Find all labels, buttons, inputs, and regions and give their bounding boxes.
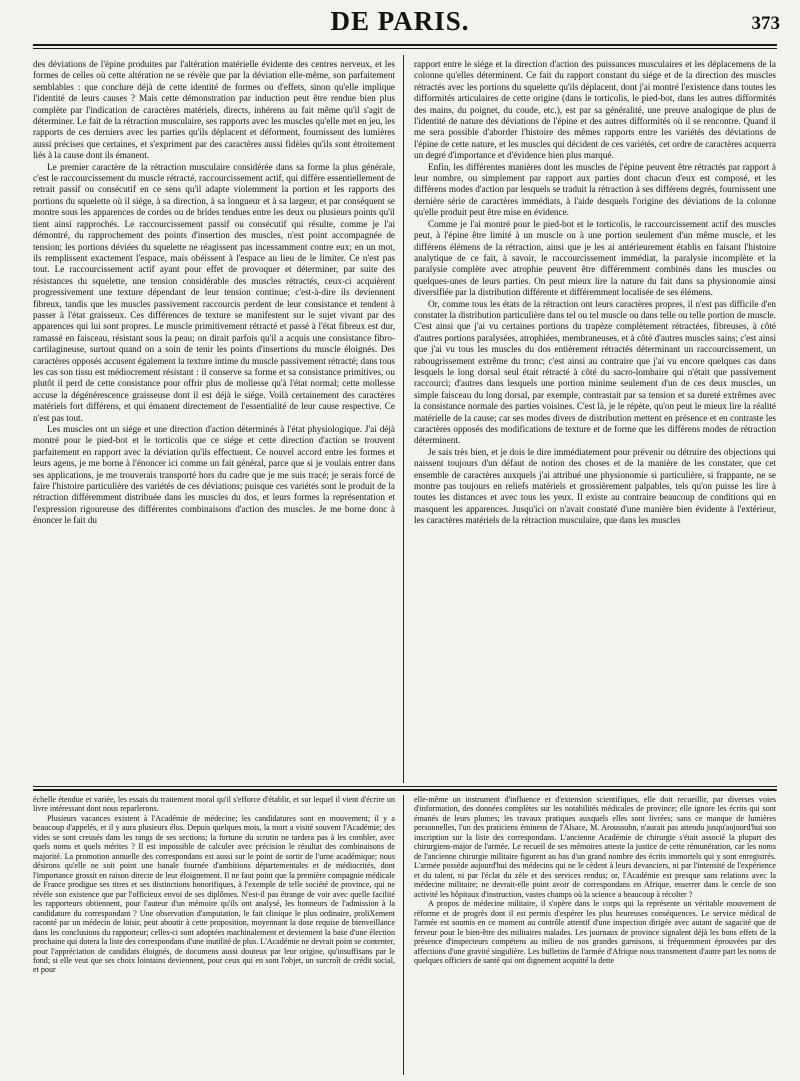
header-rule-thin [33, 48, 777, 49]
paragraph: Les muscles ont un siége et une direction d'action déterminés à l'état physiologique. J'ai déjà montré pour le pied-bot et le torticolis que ce siége et cette direction d'action se trouvent parfaitement en rapport avec la déviation qu'ils effectuent. Ce nouvel accord entre les formes et leurs agens, je me borne à l'énoncer ici comme un fait général, parce que si je voulais entrer dans ses applications, je me trouverais transporté hors du cadre que je me suis tracé; je serais forcé de faire l'histoire particulière des variétés de ces déviations; puisque ces variétés sont le produit de la rétraction différemment distribuée dans les muscles du dos, et leurs formes la représentation et l'expression rigoureuse des différentes combinaisons d'action des muscles. Je me borne donc à énoncer le fait du [33, 424, 395, 526]
paragraph: Le premier caractère de la rétraction musculaire considérée dans sa forme la plus générale, c'est le raccourcissement du muscle rétracté, raccourcissement actif, qui diffère essentiellement de retrait passif ou consécutif en ce sens qu'il adapte violemment la portion et les rapports des portions du squelette où il siége, à sa direction, à sa longueur et à sa largeur, et par conséquent se montre sous les apparences de cordes ou de brides tendues entre les deux ou plusieurs points qu'il tient ainsi rapprochés. Le raccourcissement passif ou consécutif qui résulte, comme je l'ai démontré, du rapprochement des points d'insertion des muscles, n'est point accompagnée de tension; les portions déviées du squelette ne réagissent pas incessamment contre eux; en un mot, ils remplissent exactement l'espace, mais obéissent à l'espace au lieu de le limiter. Ce n'est pas tout. Le raccourcissement actif ayant pour effet de provoquer et déterminer, par suite des résistances du squelette, une tension considérable des muscles rétractés, ceux-ci acquièrent progressivement une texture dépendant de leur tension continue; c'est-à-dire ils deviennent fibreux, tandis que les muscles passivement raccourcis perdent de leur consistance et tendent à passer à l'état graisseux. Ces différences de texture se manifestent sur le sujet vivant par des apparences qui lui sont propres. Le muscle primitivement rétracté et passé à l'état fibreux est dur, ramassé en faisceau, résistant sous la peau; on dirait parfois qu'il a acquis une consistance fibro-cartilagineuse, surtout quand on a soin de tenir les points d'insertions du muscle éloignés. Des caractères opposés accusent également la texture intime du muscle passivement rétracté; dans tous les cas son tissu est médiocrement résistant : il conserve sa forme et sa consistance primitives, ou plutôt il perd de cette consistance pour offrir plus de mollesse qu'à l'état normal; cette mollesse accuse la dégénérescence graisseuse dont il est déjà le siége. Voilà certainement des caractères matériels fort différens, et qui émanent directement de l'essentialité de leur cause respective. Ce n'est pas tout. [33, 161, 395, 423]
paragraph: A propos de médecine militaire, il s'opère dans le corps qui la représente un véritable mouvement de réforme et de progrès dont il est permis d'espérer les plus heureuses conséquences. Le service médical de l'armée est soumis en ce moment au contrôle attentif d'une inspection dirigée avec autant de sagacité que de ferveur pour le bien-être des militaires malades. Les journaux de province signalent déjà les bons effets de la présence d'inspecteurs compétens au milieu de nos grandes garnisons, si fréquemment éprouvées par des affections d'une gravité singulière. Les bulletins de l'armée d'Afrique nous transmettent d'autre part les noms de quelques officiers de santé qui ont dignement acquitté la dette [414, 899, 776, 965]
paragraph: rapport entre le siége et la direction d'action des puissances musculaires et les déplacemens de la colonne qu'elles déterminent. Ce fait du rapport constant du siége et de la direction des muscles rétractés avec les portions du squelette qu'ils déplacent, dont j'ai montré l'existence dans toutes les difformités articulaires de cette origine (dans le torticolis, le pied-bot, dans les autres difformités des mains, du poignet, du coude, etc.), est par sa généralité, une preuve analogique de plus de l'identité de nature des déviations de l'épine et des autres difformités où il se rencontre. Quand il me sera possible d'aborder l'histoire des mêmes rapports entre les variétés des déviations de l'épine de cette nature, et les muscles qui décident de ces variétés, cet ordre de caractères acquerra un degré d'importance et d'évidence bien plus marqué. [414, 59, 776, 161]
paragraph: Enfin, les différentes manières dont les muscles de l'épine peuvent être rétractés par rapport à leur nombre, ou simplement par rapport aux parties dont chacun d'eux est composé, et les différens modes d'action par lesquels se traduit la rétraction à ses différens degrés, fournissent une dernière série de caractères immédiats, à l'aide desquels l'origine des déviations de la colonne qu'elle produit peut être mise en évidence. [414, 161, 776, 218]
running-title: DE PARIS. [330, 6, 470, 36]
paragraph: Comme je l'ai montré pour le pied-bot et le torticolis, le raccourcissement actif des muscles peut, à l'épine être limité à un muscle ou à une portion seulement d'un même muscle, et les différens élémens de la rétraction, ainsi que je les ai antérieurement établis en faisant l'histoire analytique de ce fait, à savoir, le raccourcissement immédiat, la paralysie incomplète et la paralysie complète avec atrophie peuvent être différemment combinés dans les muscles ou quelques-unes de leurs parties. On peut mieux lire la nature du fait dans sa physionomie ainsi diversifiée par la distribution différente et différemment localisée de ses élémens. [414, 218, 776, 298]
paragraph: Je sais très bien, et je dois le dire immédiatement pour prévenir ou détruire des objections qui naissent toujours d'un défaut de notion des choses et de la manière de les constater, que cet ensemble de caractères auxquels j'ai attribué une physionomie si particulière, si frappante, ne se montre pas toujours en reliefs matériels et grossièrement palpables, tels qu'on puisse les lire à toutes les distances et avec tous les yeux. Il existe au contraire beaucoup de conditions qui en masquent les apparences. Jusqu'ici on n'avait constaté d'une manière bien évidente à l'extérieur, les caractères matériels de la rétraction musculaire, que dans les muscles [414, 446, 776, 526]
paragraph: des déviations de l'épine produites par l'altération matérielle évidente des centres nerveux, et les formes de celles où cette altération ne se révèle que par la déviation elle-même, son parfaitement semblables : que conclure déjà de cette identité de formes ou d'effets, sinon qu'elle implique l'identité de leurs causes ? Mais cette démonstration par induction peut être rendue bien plus complète par l'indication de caractères matériels, directs, inhérens au fait même qu'il s'agit de déterminer. Le fait de la rétraction musculaire, ses rapports avec les muscles qu'elle met en jeu, les rapports de ces derniers avec les parties qu'ils déplacent et déforment, fournissent des lumières aussi précises que certaines, et s'expriment par des caractères aussi fidèles qu'ils sont étroitement liés à la cause dont ils émanent. [33, 59, 395, 161]
paragraph: Or, comme tous les états de la rétraction ont leurs caractères propres, il n'est pas difficile d'en constater la distribution particulière dans tel ou tel muscle ou dans telle ou telle portion de muscle. C'est ainsi que j'ai vu certaines portions du trapèze complètement rétractées, fibreuses, à côté d'autres portions paralysées, atrophiées, membraneuses, et à côté d'autres muscles sains; c'est ainsi que j'ai vu tous les muscles du dos entièrement rétractés déterminant un raccourcissement, un rabougrissement extrême du tronc; c'est ainsi au contraire que j'ai vu encore quelques cas dans lesquels le long dorsal seul était rétracté à côté du sacro-lombaire qui n'était que passivement raccourci; d'autres dans lesquels une portion minime seulement d'un de ces deux muscles, un simple faisceau du long dorsal, par exemple, contrastait par sa tension et sa dureté extrêmes avec la consistance normale des parties voisines. C'est là, je le répète, qu'on peut le mieux lire la réalité matérielle de la cause; car ses modes divers de distribution mettent en présence et en contraste les caractères opposés des modifications de texture et de forme que les différens modes de rétraction déterminent. [414, 298, 776, 446]
paragraph: échelle étendue et variée, les essais du traitement moral qu'il s'efforce d'établir, et sur lequel il vient d'écrire un livre intéressant dont nous reparlerons. [33, 795, 395, 814]
column-divider-bottom [403, 795, 404, 1075]
chronicle-column-left [33, 795, 395, 1075]
paragraph: elle-même un instrument d'influence et d'extension scientifiques, elle doit recueillir, par diverses voies d'information, des données complètes sur les notabilités médicales de province; elle ignore les écrits qui sont émanés de leurs plumes; les travaux pratiques auxquels elles sont livrées; sans ce manque de lumières personnelles, l'un des praticiens éminens de l'Alsace, M. Aroussohn, n'aurait pas attendu jusqu'aujourd'hui son inscription sur la liste des correspondans. L'ancienne Académie de chirurgie s'était associé la plupart des chirurgiens-major de l'armée. Le recueil de ses mémoires atteste la justice de cette rémunération, car les noms de l'ancienne chirurgie militaire figurent au bas d'un grand nombre des écrits immortels qui y sont enregistrés. L'armée possède aujourd'hui des médecins qui ne le cèdent à leurs devanciers, ni par l'intensité de l'expérience et du talent, ni par l'éclat du zèle et des services rendus; or, l'Académie est presque sans relations avec la médecine militaire; ne devrait-elle point avoir de correspondans en Afrique, enserrer dans le cercle de son activité les hôpitaux d'instruction, vastes champs où la science a beaucoup à récolter ? [414, 795, 776, 899]
page-header [0, 0, 800, 40]
section-rule-bottom [33, 789, 777, 791]
column-divider-top [403, 55, 404, 783]
article-column-left [33, 59, 395, 781]
header-rule-thick [33, 44, 777, 46]
page-number: 373 [751, 13, 780, 34]
paragraph: Plusieurs vacances existent à l'Académie de médecine; les candidatures sont en mouvement; il y a beaucoup d'appelés, et il y aura plusieurs élus. Depuis quelques mois, la mort a visité souvent l'Académie; des vides se sont creusés dans les rangs de ses sections; la fortune du scrutin ne tardera pas à les combler, avec quels noms et quels mérites ? Il est impossible de calculer avec précision le résultat des combinaisons de majorité. La promotion annuelle des correspondans est aussi sur le point de sortir de l'urne académique; nous désirons qu'elle ne soit point une banale fournée d'ambitions départementales et de médiocrités, dont l'importance grossit en raison directe de leur éloignement. Il ne faut point que la première compagnie médicale de France prodigue ses titres et ses distinctions honorifiques, à l'exemple de telle société de province, qui ne révèle son existence que par l'officieux envoi de ses diplômes. N'est-il pas étrange de voir avec quelle facilité les rapporteurs obtiennent, pour l'auteur d'un mémoire qu'ils ont analysé, les honneurs de l'admission à la candidature du correspondant ? Une observation d'amputation, le fait clinique le plus ordinaire, proliXement raconté par un médecin de loisir, peut aboutir à cette proposition, moyennant la dose requise de bienveillance dans les conclusions du rapporteur; celles-ci sont adoptées machinalement et deviennent la base d'une élection prochaine qui dotera la liste des correspondans d'une inutilité de plus. L'Académie ne devrait point se contenter, pour l'appréciation de candidats éloignés, de documens aussi douteux par leur origine, qu'insuffisans par le fond; si elle veut que ses choix lointains deviennent, pour ceux qui en sont l'objet, un surcroît de crédit social, et pour [33, 813, 395, 975]
section-rule-top [33, 786, 777, 787]
chronicle-column-right [414, 795, 776, 1075]
article-column-right [414, 59, 776, 781]
